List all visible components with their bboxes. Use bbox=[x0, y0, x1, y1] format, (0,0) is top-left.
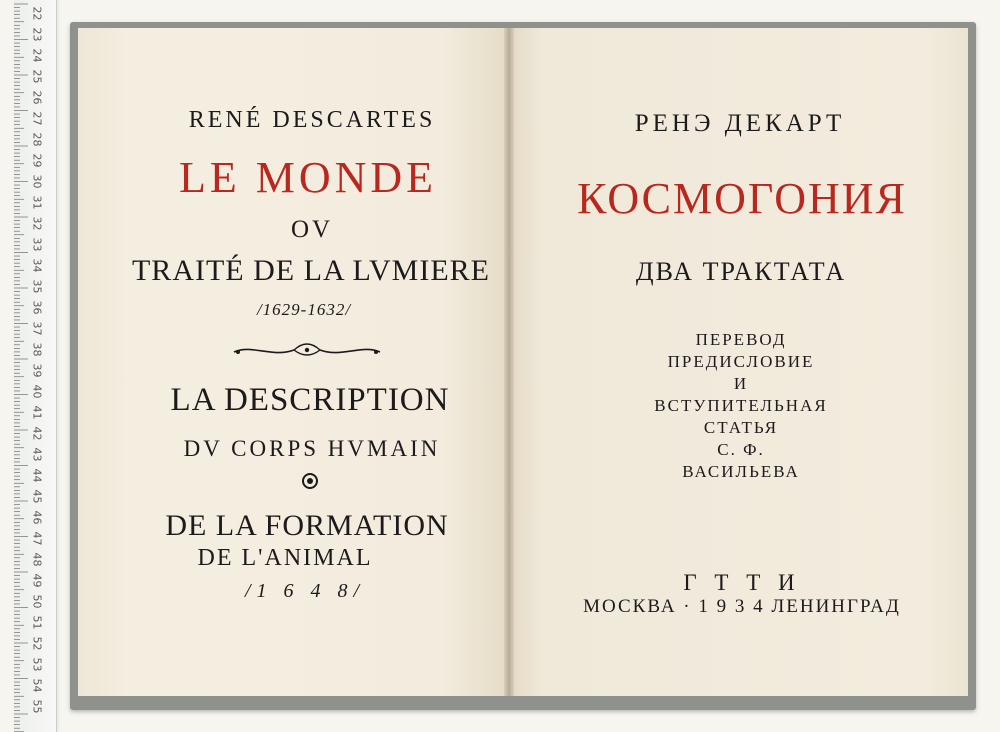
ornament-divider bbox=[232, 340, 382, 362]
ruler-number: 45 bbox=[30, 489, 44, 504]
ruler-number bbox=[31, 0, 44, 2]
ruler-number: 49 bbox=[30, 573, 44, 588]
right-title: КОСМОГОНИЯ bbox=[577, 174, 907, 223]
credit-line: ПЕРЕВОД bbox=[695, 330, 787, 349]
ruler-number: 33 bbox=[30, 237, 44, 252]
ruler-number: 37 bbox=[30, 321, 44, 336]
credit-line: СТАТЬЯ bbox=[703, 418, 779, 437]
credit-line: ПРЕДИСЛОВИЕ bbox=[667, 352, 815, 371]
ruler-number: 47 bbox=[30, 531, 44, 546]
ruler-number: 35 bbox=[30, 279, 44, 294]
ruler-number: 40 bbox=[30, 384, 44, 399]
ruler-number: 23 bbox=[30, 27, 44, 42]
ruler-number: 25 bbox=[30, 69, 44, 84]
ruler-number: 42 bbox=[30, 426, 44, 441]
ruler-number: 24 bbox=[30, 48, 44, 63]
credit-line: ВАСИЛЬЕВА bbox=[682, 462, 800, 481]
ruler-number: 55 bbox=[30, 699, 44, 714]
ruler-number: 43 bbox=[30, 447, 44, 462]
ruler-number: 32 bbox=[30, 216, 44, 231]
ruler-number: 46 bbox=[30, 510, 44, 525]
left-dates-1: /1629-1632/ bbox=[256, 300, 352, 319]
left-author: RENÉ DESCARTES bbox=[188, 107, 436, 133]
left-work2-line1: LA DESCRIPTION bbox=[170, 382, 450, 418]
ruler-number: 54 bbox=[30, 678, 44, 693]
ruler-number: 29 bbox=[30, 153, 44, 168]
left-title: LE MONDE bbox=[178, 153, 438, 202]
left-subtitle: TRAITÉ DE LA LVMIERE bbox=[131, 254, 491, 287]
ruler-number: 30 bbox=[30, 174, 44, 189]
ruler-number: 51 bbox=[30, 615, 44, 630]
left-work3-line2: DE L'ANIMAL bbox=[197, 545, 373, 571]
ruler-number: 53 bbox=[30, 657, 44, 672]
ruler-number: 44 bbox=[30, 468, 44, 483]
ruler-number: 34 bbox=[30, 258, 44, 273]
measuring-ruler bbox=[14, 0, 57, 732]
imprint: МОСКВА · 1 9 3 4 ЛЕНИНГРАД bbox=[583, 596, 901, 617]
left-dates-2: /1 6 4 8/ bbox=[244, 580, 366, 602]
ruler-number: 26 bbox=[30, 90, 44, 105]
book-gutter bbox=[504, 28, 514, 696]
credit-line: ВСТУПИТЕЛЬНАЯ bbox=[654, 396, 828, 415]
ruler-number: 22 bbox=[30, 6, 44, 21]
ruler-number: 39 bbox=[30, 363, 44, 378]
ruler-number: 28 bbox=[30, 132, 44, 147]
ruler-number: 50 bbox=[30, 594, 44, 609]
ruler-number: 48 bbox=[30, 552, 44, 567]
right-subtitle: ДВА ТРАКТАТА bbox=[635, 257, 847, 286]
publisher: Г Т Т И bbox=[683, 570, 801, 595]
credit-line: И bbox=[733, 374, 749, 393]
right-author: РЕНЭ ДЕКАРТ bbox=[634, 110, 846, 137]
ruler-number: 31 bbox=[30, 195, 44, 210]
left-conjunction: OV bbox=[290, 216, 334, 243]
ruler-number: 27 bbox=[30, 111, 44, 126]
left-work2-line2: DV CORPS HVMAIN bbox=[183, 436, 441, 461]
ruler-number: 36 bbox=[30, 300, 44, 315]
ruler-number: 41 bbox=[30, 405, 44, 420]
credit-line: С. Ф. bbox=[717, 440, 765, 459]
circle-ornament bbox=[302, 473, 318, 489]
ruler-number: 38 bbox=[30, 342, 44, 357]
ruler-number: 52 bbox=[30, 636, 44, 651]
left-work3-line1: DE LA FORMATION bbox=[165, 509, 449, 542]
